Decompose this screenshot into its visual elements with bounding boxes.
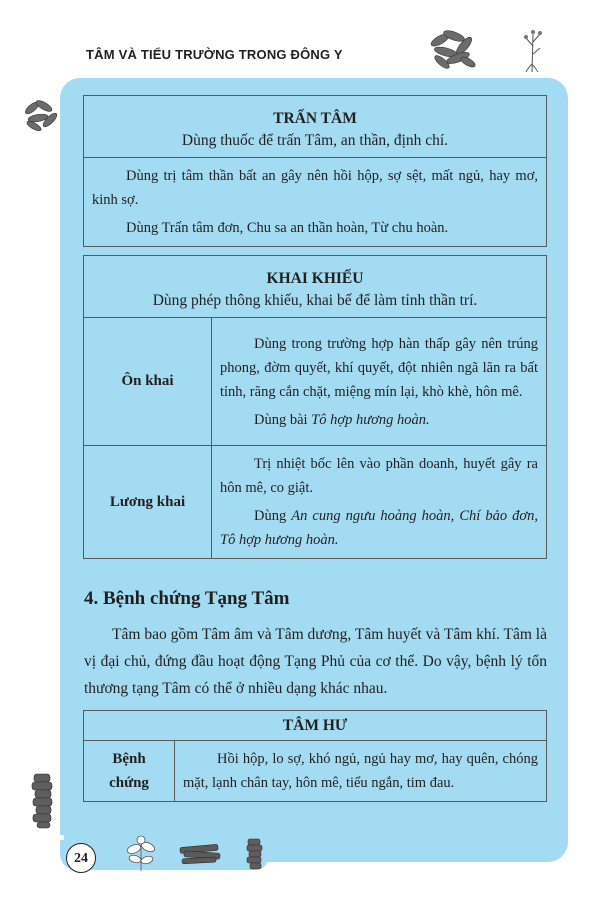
paragraph: Dùng trị tâm thần bất an gây nên hồi hộp, sợ sệt, mất ngủ, hay mơ, kinh sợ. [92, 168, 538, 208]
row-label-luong-khai: Lương khai [84, 446, 212, 559]
herb-roots-icon [428, 26, 478, 72]
herb-bundle-icon [178, 840, 224, 868]
herb-roots-icon [22, 96, 62, 132]
table-tam-hu [83, 710, 547, 802]
text-prefix: Dùng [254, 508, 292, 524]
row-label-on-khai: Ôn khai [84, 318, 212, 446]
remedy-name: Tô hợp hương hoàn. [311, 411, 430, 428]
paragraph [220, 408, 538, 432]
herb-stack-icon [244, 838, 266, 872]
table-title: KHAI KHIẾU [266, 270, 364, 287]
row-content-luong-khai [212, 446, 547, 559]
page-number: 24 [66, 843, 96, 873]
herb-sprig-icon [518, 24, 548, 74]
table-tran-tam [83, 95, 547, 247]
remedy-name: An cung ngưu hoàng hoàn, Chí bảo đơn, Tô hợp hương hoàn. [220, 508, 538, 548]
table-subtitle: Dùng thuốc để trấn Tâm, an thần, định chí. [181, 132, 449, 149]
paragraph: Trị nhiệt bốc lên vào phần doanh, huyết gây ra hôn mê, co giật. [220, 456, 538, 496]
table-subtitle: Dùng phép thông khiếu, khai bế để làm tỉnh thần trí. [152, 292, 478, 309]
running-head: TÂM VÀ TIỂU TRƯỜNG TRONG ĐÔNG Y [86, 47, 343, 62]
paragraph [220, 504, 538, 552]
table-header [84, 256, 547, 318]
herb-stack-icon [28, 772, 58, 830]
table-body [84, 158, 547, 247]
table-header [84, 96, 547, 158]
text-prefix: Dùng bài [254, 411, 312, 428]
table-title: TRẤN TÂM [273, 110, 357, 127]
label-line: chứng [109, 775, 149, 791]
paragraph: Hồi hộp, lo sợ, khó ngủ, ngủ hay mơ, hay quên, chóng mặt, lạnh chân tay, hôn mê, tiểu ngắn, tim đau. [183, 751, 538, 791]
row-content-benh-chung [175, 741, 547, 802]
section-heading: 4. Bệnh chứng Tạng Tâm [84, 588, 290, 609]
label-line: Bệnh [112, 751, 146, 767]
table-khai-khieu [83, 255, 547, 559]
row-label-benh-chung [84, 741, 175, 802]
table-title: TÂM HƯ [84, 711, 547, 741]
paragraph: Dùng Trấn tâm đơn, Chu sa an thần hoàn, Từ chu hoàn. [126, 220, 449, 236]
section-paragraph: Tâm bao gồm Tâm âm và Tâm dương, Tâm huyết và Tâm khí. Tâm là vị đại chủ, đứng đầu hoạt động Tạng Phủ của cơ thể. Do vậy, bệnh lý tổn thương tạng Tâm có thể ở nhiều dạng khác nhau. [84, 626, 547, 697]
row-content-on-khai [212, 318, 547, 446]
paragraph: Dùng trong trường hợp hàn thấp gây nên trúng phong, đờm quyết, khí quyết, đột nhiên ngã lăn ra bất tỉnh, răng cắn chặt, miệng mín lại, khò khè, hôn mê. [220, 335, 538, 400]
herb-plant-icon [124, 833, 158, 873]
